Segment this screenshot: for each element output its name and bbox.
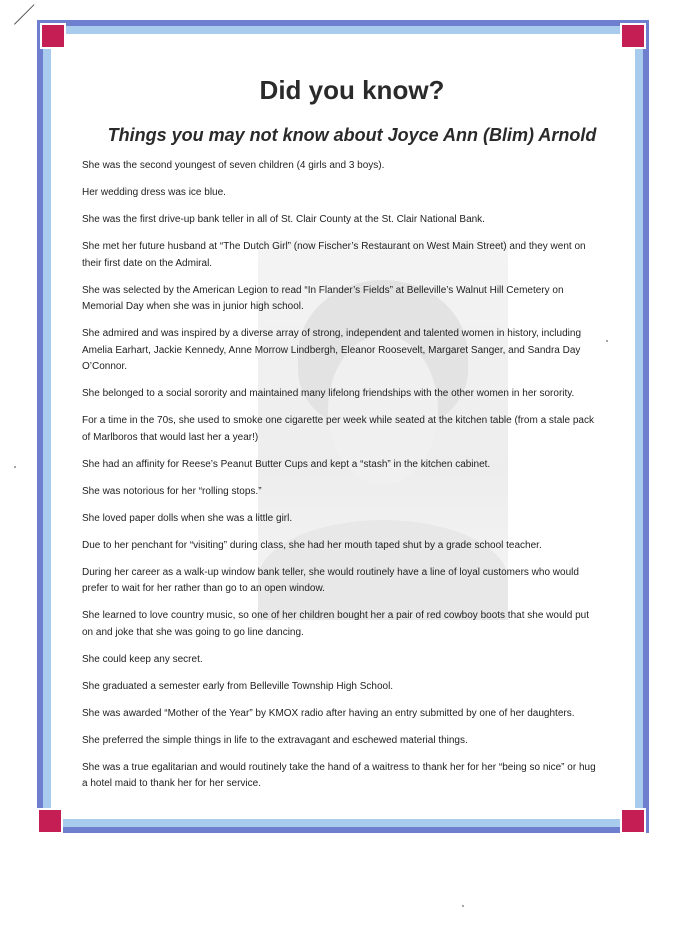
fact-item: Her wedding dress was ice blue. <box>82 187 226 198</box>
fact-item: She was awarded “Mother of the Year” by KMOX radio after having an entry submitted by one of her daughters. <box>82 707 575 719</box>
corner-square-bottom-left <box>37 808 63 834</box>
fact-item: During her career as a walk-up window bank teller, she would routinely have a line of loyal customers who would prefer to wait for her rather than go to an open window. <box>82 566 579 594</box>
fact-item: She was a true egalitarian and would routinely take the hand of a waitress to thank her for her “being so nice” or hug a hotel maid to thank her for her service. <box>82 761 596 789</box>
scan-artifact-line <box>14 4 35 25</box>
fact-item: She admired and was inspired by a diverse array of strong, independent and talented women in history, including Amelia Earhart, Jackie Kennedy, Anne Morrow Lindbergh, Eleanor Roosevelt, Margaret Sanger, and Sandra Day O’Connor. <box>82 328 581 372</box>
fact-item: She belonged to a social sorority and maintained many lifelong friendships with the other women in her sorority. <box>82 388 575 399</box>
fact-item: She was the first drive-up bank teller in all of St. Clair County at the St. Clair National Bank. <box>82 214 485 225</box>
fact-item: She preferred the simple things in life to the extravagant and eschewed material things. <box>82 734 468 746</box>
fact-item: She learned to love country music, so one of her children bought her a pair of red cowboy boots that she would put on and joke that she was going to go line dancing. <box>82 610 589 638</box>
corner-square-bottom-right <box>620 808 646 834</box>
fact-item: For a time in the 70s, she used to smoke one cigarette per week while seated at the kitchen table (from a stale pack of Marlboros that would last her a year!) <box>82 415 594 443</box>
fact-item: She loved paper dolls when she was a little girl. <box>82 512 293 524</box>
corner-square-top-left <box>40 23 66 49</box>
fact-item: She could keep any secret. <box>82 653 203 665</box>
fact-item: She met her future husband at “The Dutch Girl” (now Fischer’s Restaurant on West Main Street) and they went on their first date on the Admiral. <box>82 241 586 269</box>
scan-speck <box>462 905 464 907</box>
scan-speck <box>14 466 16 468</box>
fact-item: She was notorious for her “rolling stops.” <box>82 485 262 497</box>
fact-item: She was the second youngest of seven children (4 girls and 3 boys). <box>82 160 385 171</box>
page-subtitle: Things you may not know about Joyce Ann (Blim) Arnold <box>107 125 597 145</box>
page-title: Did you know? <box>259 75 445 105</box>
fact-item: Due to her penchant for “visiting” during class, she had her mouth taped shut by a grade school teacher. <box>82 539 542 551</box>
fact-item: She was selected by the American Legion to read “In Flander’s Fields” at Belleville’s Walnut Hill Cemetery on Memorial Day when she was in junior high school. <box>82 284 564 312</box>
document-content <box>82 70 602 803</box>
corner-square-top-right <box>620 23 646 49</box>
fact-item: She had an affinity for Reese’s Peanut Butter Cups and kept a “stash” in the kitchen cabinet. <box>82 458 491 470</box>
facts-list <box>82 158 602 793</box>
fact-item: She graduated a semester early from Belleville Township High School. <box>82 680 394 692</box>
scan-speck <box>606 340 608 342</box>
